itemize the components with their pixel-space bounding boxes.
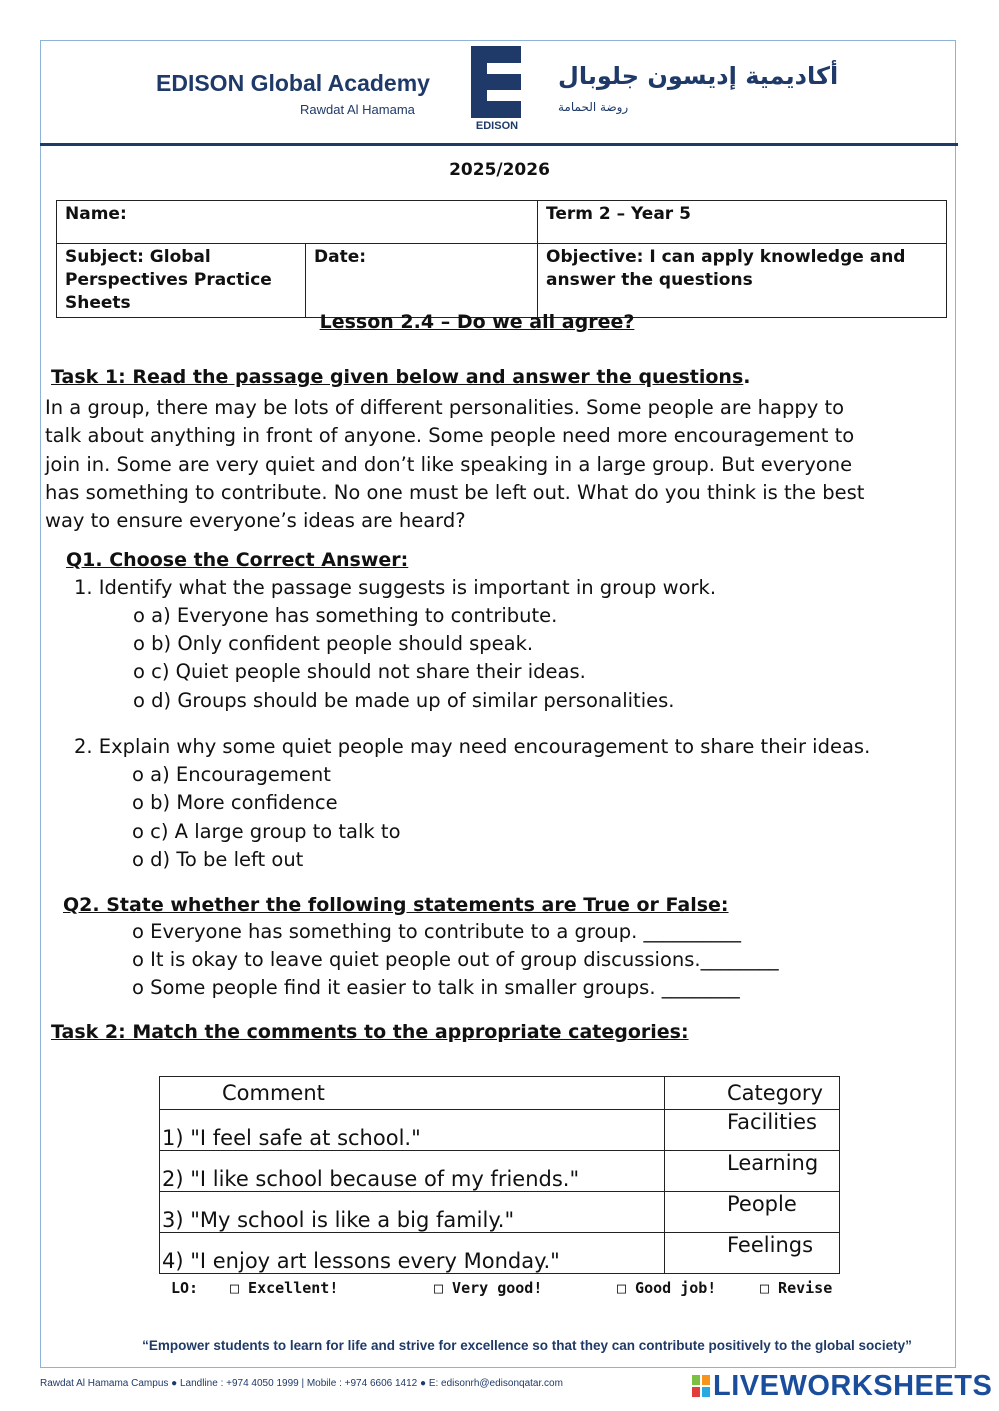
liveworksheets-watermark [692, 1370, 992, 1403]
true-false-statement-2[interactable]: o It is okay to leave quiet people out of group discussions.________ [132, 948, 779, 971]
objective-cell: Objective: I can apply knowledge and answer the questions [538, 244, 947, 318]
question-1-option-b[interactable]: o b) Only confident people should speak. [133, 632, 534, 655]
passage-line: In a group, there may be lots of different personalities. Some people are happy to [45, 396, 845, 419]
lo-label: LO: [171, 1279, 199, 1297]
academic-year: 2025/2026 [449, 160, 550, 180]
matching-table [159, 1076, 840, 1274]
question-1-text: 1. Identify what the passage suggests is important in group work. [74, 576, 717, 599]
question-2-option-d[interactable]: o d) To be left out [132, 848, 304, 871]
logo-wordmark: EDISON [475, 120, 519, 132]
term-cell: Term 2 – Year 5 [538, 201, 947, 244]
question-2-option-b[interactable]: o b) More confidence [132, 791, 338, 814]
question-1-option-d[interactable]: o d) Groups should be made up of similar personalities. [133, 689, 675, 712]
passage-line: talk about anything in front of anyone. Some people need more encouragement to [45, 424, 855, 448]
campus-name-english: Rawdat Al Hamama [300, 102, 415, 117]
task2-title: Task 2: Match the comments to the appropriate categories: [51, 1021, 689, 1043]
student-info-table [56, 200, 947, 318]
edison-logo-icon [471, 46, 521, 118]
question-2-option-c[interactable]: o c) A large group to talk to [132, 820, 401, 843]
question-2-text: 2. Explain why some quiet people may need encouragement to share their ideas. [74, 735, 871, 758]
comment-cell[interactable]: 3) "My school is like a big family." [160, 1192, 665, 1233]
category-cell[interactable]: People [665, 1192, 840, 1233]
comment-header: Comment [160, 1077, 665, 1110]
comment-cell[interactable]: 4) "I enjoy art lessons every Monday." [160, 1233, 665, 1274]
q1-title: Q1. Choose the Correct Answer: [66, 549, 409, 571]
task1-period: . [743, 366, 751, 388]
name-field[interactable]: Name: [57, 201, 538, 244]
task1-title: Task 1: Read the passage given below and answer the questions [51, 366, 744, 388]
subject-cell: Subject: Global Perspectives Practice Sheets [57, 244, 306, 318]
question-1-option-a[interactable]: o a) Everyone has something to contribute. [133, 604, 558, 627]
true-false-statement-3[interactable]: o Some people find it easier to talk in smaller groups. ________ [132, 976, 740, 999]
comment-cell[interactable]: 1) "I feel safe at school." [160, 1110, 665, 1151]
watermark-text: LIVEWORKSHEETS [713, 1370, 993, 1402]
reading-passage [45, 394, 945, 535]
passage-line: way to ensure everyone’s ideas are heard? [45, 509, 466, 533]
school-name-arabic: أكاديمية إديسون جلوبال [558, 62, 839, 90]
lo-good-job-checkbox[interactable]: □ Good job! [617, 1279, 717, 1297]
liveworksheets-logo-icon [692, 1375, 710, 1397]
passage-line: has something to contribute. No one must be left out. What do you think is the best [45, 480, 865, 504]
school-name-english: EDISON Global Academy [156, 70, 430, 96]
category-cell[interactable]: Facilities [665, 1110, 840, 1151]
passage-line: join in. Some are very quiet and don’t like speaking in a large group. But everyone [45, 452, 853, 476]
header-divider [40, 143, 958, 146]
comment-cell[interactable]: 2) "I like school because of my friends." [160, 1151, 665, 1192]
campus-name-arabic: روضة الحمامة [558, 100, 629, 114]
lo-revise-checkbox[interactable]: □ Revise [760, 1279, 833, 1297]
lo-very-good-checkbox[interactable]: □ Very good! [434, 1279, 543, 1297]
contact-footer: Rawdat Al Hamama Campus ● Landline : +974 4050 1999 | Mobile : +974 6606 1412 ● E: edisonrh@edisonqatar.com [40, 1378, 563, 1389]
category-cell[interactable]: Feelings [665, 1233, 840, 1274]
q2-title: Q2. State whether the following statements are True or False: [63, 894, 729, 916]
date-field[interactable]: Date: [306, 244, 538, 318]
lesson-title: Lesson 2.4 – Do we all agree? [319, 311, 635, 333]
category-cell[interactable]: Learning [665, 1151, 840, 1192]
lo-excellent-checkbox[interactable]: □ Excellent! [230, 1279, 339, 1297]
question-2-option-a[interactable]: o a) Encouragement [132, 763, 331, 786]
category-header: Category [665, 1077, 840, 1110]
task1-heading [51, 366, 750, 388]
school-motto: “Empower students to learn for life and strive for excellence so that they can contribute positively to the global society” [142, 1338, 912, 1353]
question-1-option-c[interactable]: o c) Quiet people should not share their ideas. [133, 660, 586, 683]
true-false-statement-1[interactable]: o Everyone has something to contribute to a group. __________ [132, 920, 742, 943]
